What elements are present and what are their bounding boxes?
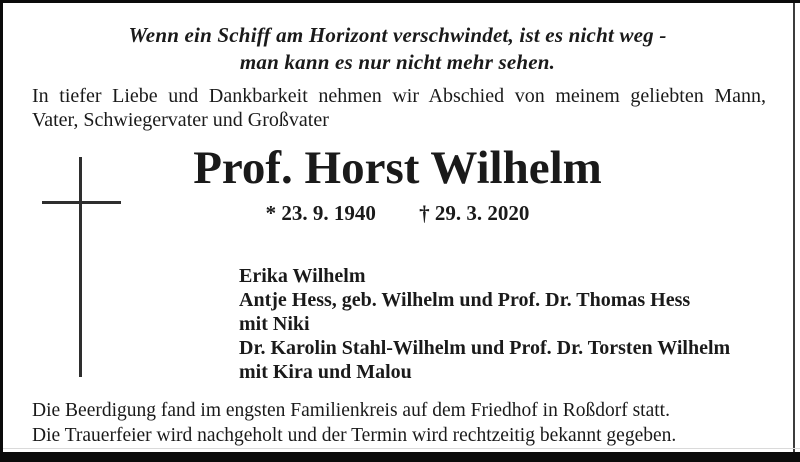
farewell-intro	[32, 84, 766, 132]
funeral-info-line-2: Die Trauerfeier wird nachgeholt und der Termin wird rechtzeitig bekannt gegeben.	[32, 425, 677, 446]
birth-date: * 23. 9. 1940	[265, 201, 376, 225]
mourner-line: Dr. Karolin Stahl-Wilhelm und Prof. Dr. Torsten Wilhelm	[239, 337, 731, 359]
mourners-list	[239, 264, 780, 384]
epigraph-line-1: Wenn ein Schiff am Horizont verschwindet, ist es nicht weg -	[128, 23, 667, 47]
deceased-name: Prof. Horst Wilhelm	[193, 142, 602, 194]
life-dates	[3, 201, 792, 226]
farewell-intro-line-1: In tiefer Liebe und Dankbarkeit nehmen wir Abschied von meinem geliebten Mann,	[32, 85, 766, 107]
mourner-line: Antje Hess, geb. Wilhelm und Prof. Dr. Thomas Hess	[239, 289, 691, 311]
death-date: † 29. 3. 2020	[419, 201, 530, 225]
mourner-line: mit Kira und Malou	[239, 361, 412, 383]
epigraph-line-2: man kann es nur nicht mehr sehen.	[239, 50, 556, 74]
clipping-bottom-rule	[3, 448, 800, 449]
mourner-line: Erika Wilhelm	[239, 265, 366, 287]
mourner-line: mit Niki	[239, 313, 310, 335]
funeral-info-line-1: Die Beerdigung fand im engsten Familienkreis auf dem Friedhof in Roßdorf statt.	[32, 400, 670, 421]
funeral-information	[32, 398, 760, 448]
farewell-intro-line-2: Vater, Schwiegervater und Großvater	[32, 109, 329, 131]
epigraph-quote	[3, 22, 792, 76]
clipping-right-border	[793, 3, 795, 452]
